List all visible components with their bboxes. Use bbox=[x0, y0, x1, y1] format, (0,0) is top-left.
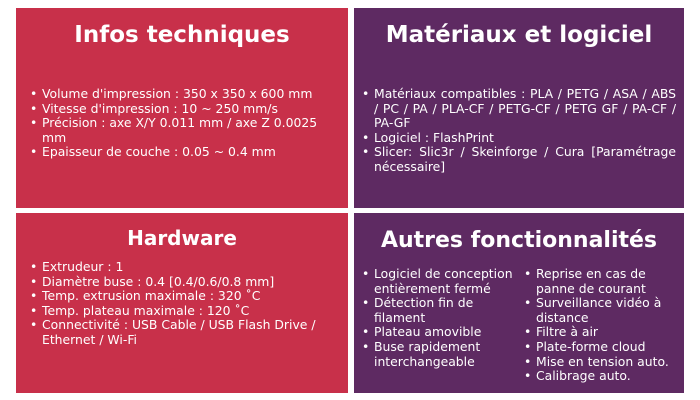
infos-list bbox=[28, 87, 340, 160]
spec-item-extrudeur: • Extrudeur : 1 bbox=[28, 260, 340, 275]
hardware-list bbox=[28, 260, 340, 348]
feature-item: • Surveillance vidéo à distance bbox=[522, 296, 684, 325]
feature-item: • Plate-forme cloud bbox=[522, 340, 684, 355]
panel-infos-techniques bbox=[16, 8, 348, 208]
panel-title-autres: Autres fonctionnalités bbox=[380, 228, 658, 253]
autres-list-right bbox=[522, 267, 684, 384]
panel-title-materiaux: Matériaux et logiciel bbox=[385, 22, 653, 48]
feature-item: • Plateau amovible bbox=[360, 325, 522, 340]
spec-item-temp-extrusion: • Temp. extrusion maximale : 320 ˚C bbox=[28, 289, 340, 304]
spec-item-logiciel: • Logiciel : FlashPrint bbox=[360, 131, 676, 146]
panel-title-hardware: Hardware bbox=[127, 226, 237, 250]
panel-title-infos: Infos techniques bbox=[74, 22, 290, 48]
spec-item-vitesse: • Vitesse d'impression : 10 ~ 250 mm/s bbox=[28, 102, 340, 117]
feature-item: • Calibrage auto. bbox=[522, 369, 684, 384]
spec-item-temp-plateau: • Temp. plateau maximale : 120 ˚C bbox=[28, 304, 340, 319]
feature-item: • Logiciel de conception entièrement fermé bbox=[360, 267, 522, 296]
spec-item-slicer: • Slicer: Slic3r / Skeinforge / Cura [Paramétrage nécessaire] bbox=[360, 145, 676, 174]
feature-item: • Reprise en cas de panne de courant bbox=[522, 267, 684, 296]
panel-autres-fonctionnalites bbox=[354, 213, 684, 393]
panel-materiaux-logiciel bbox=[354, 8, 684, 208]
spec-item-materiaux: • Matériaux compatibles : PLA / PETG / ASA / ABS / PC / PA / PLA-CF / PETG-CF / PETG GF / PA-CF / PA-GF bbox=[360, 87, 676, 131]
feature-item: • Filtre à air bbox=[522, 325, 684, 340]
spec-item-buse: • Diamètre buse : 0.4 [0.4/0.6/0.8 mm] bbox=[28, 275, 340, 290]
materiaux-list bbox=[360, 87, 676, 175]
autres-columns bbox=[360, 267, 684, 384]
spec-item-connectivite: • Connectivité : USB Cable / USB Flash Drive / Ethernet / Wi-Fi bbox=[28, 318, 340, 347]
feature-item: • Mise en tension auto. bbox=[522, 355, 684, 370]
feature-item: • Détection fin de filament bbox=[360, 296, 522, 325]
feature-item: • Buse rapidement interchangeable bbox=[360, 340, 522, 369]
spec-item-epaisseur: • Epaisseur de couche : 0.05 ~ 0.4 mm bbox=[28, 145, 340, 160]
autres-list-left bbox=[360, 267, 522, 384]
spec-item-volume: • Volume d'impression : 350 x 350 x 600 mm bbox=[28, 87, 340, 102]
spec-item-precision: • Précision : axe X/Y 0.011 mm / axe Z 0.0025 mm bbox=[28, 116, 340, 145]
panel-hardware bbox=[16, 213, 348, 393]
